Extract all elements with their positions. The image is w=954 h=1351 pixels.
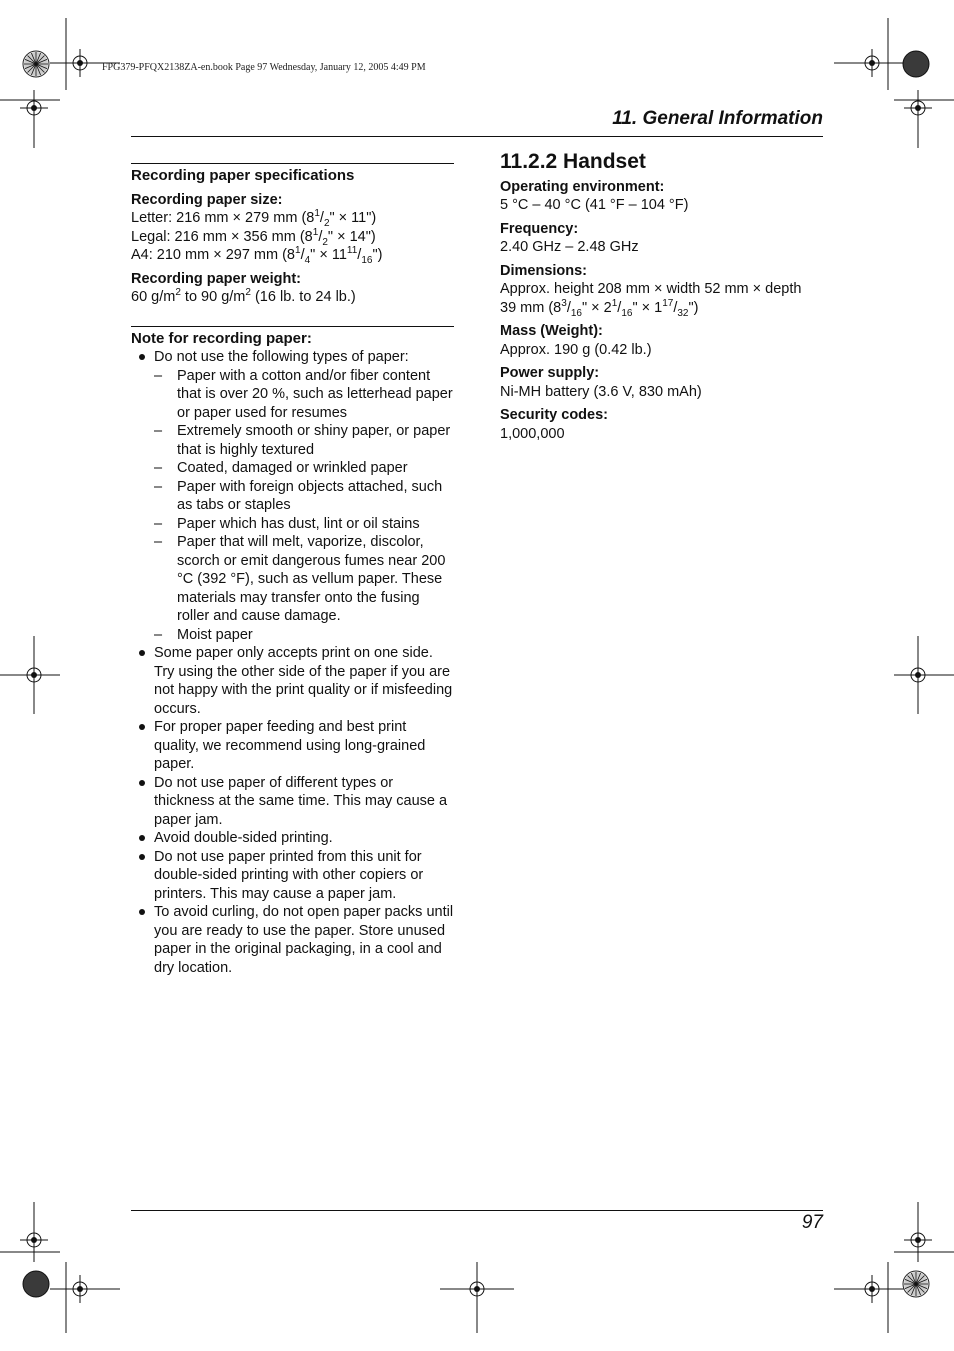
- list-item: Avoid double-sided printing.: [131, 829, 454, 848]
- security-value: 1,000,000: [500, 425, 565, 442]
- footer-rule: [131, 1210, 823, 1211]
- list-item: – Paper that will melt, vaporize, discolor, scorch or emit dangerous fumes near 200 °C (392 °F), such as vellum paper. These materials may transfer onto the fusing roller and cause damage.: [154, 533, 454, 626]
- list-item: – Paper with foreign objects attached, such as tabs or staples: [154, 478, 454, 515]
- print-job-info: FPG379-PFQX2138ZA-en.book Page 97 Wednesday, January 12, 2005 4:49 PM: [102, 62, 426, 73]
- power-value: Ni-MH battery (3.6 V, 830 mAh): [500, 383, 702, 400]
- list-item: Some paper only accepts print on one side. Try using the other side of the paper if you are not happy with the print quality or if misfeeding occurs.: [131, 644, 454, 718]
- note-title: Note for recording paper:: [131, 329, 312, 347]
- note-rule: [131, 326, 454, 327]
- letter-size: Letter: 216 mm × 279 mm ($8^1/_2$" × 11"): [131, 208, 377, 229]
- right-column: [500, 150, 830, 443]
- freq-heading: Frequency:: [500, 220, 579, 237]
- section-rule: [131, 163, 454, 164]
- list-item: – Extremely smooth or shiny paper, or paper that is highly textured: [154, 422, 454, 459]
- list-item: Do not use paper of different types or thickness at the same time. This may cause a paper jam.: [131, 774, 454, 830]
- list-item: Do not use paper printed from this unit for double-sided printing with other copiers or printers. This may cause a paper jam.: [131, 848, 454, 904]
- power-heading: Power supply:: [500, 365, 600, 381]
- op-env-value: 5 °C – 40 °C (41 °F – 104 °F): [500, 197, 689, 213]
- list-item: To avoid curling, do not open paper packs until you are ready to use the paper. Store unused paper in the original packaging, in a cool and dry location.: [131, 903, 454, 977]
- mass-heading: Mass (Weight):: [500, 323, 603, 339]
- mass-value: Approx. 190 g (0.42 lb.): [500, 341, 652, 358]
- list-item: – Coated, damaged or wrinkled paper: [154, 459, 454, 478]
- section-heading: 11.2.2 Handset: [500, 150, 646, 173]
- list-item: – Paper which has dust, lint or oil stains: [154, 515, 454, 534]
- freq-value: 2.40 GHz – 2.48 GHz: [500, 239, 639, 255]
- size-heading: Recording paper size:: [131, 191, 283, 208]
- list-item: – Moist paper: [154, 626, 454, 645]
- weight-value: 60 $g/m^2$ to 90 $g/m^2$ (16 lb. to 24 lb.): [131, 287, 356, 305]
- legal-size: Legal: 216 mm × 356 mm ($8^1/_2$" × 14"): [131, 226, 376, 248]
- dim-value-line1: Approx. height 208 mm × width 52 mm × depth: [500, 281, 802, 297]
- paper-type-list: [154, 367, 454, 645]
- op-env-heading: Operating environment:: [500, 178, 665, 195]
- page-number: 97: [801, 1212, 823, 1233]
- list-item: – Paper with a cotton and/or fiber content that is over 20 %, such as letterhead paper or paper used for resumes: [154, 367, 454, 423]
- list-item: Do not use the following types of paper: – Paper with a cotton and/or fiber content that is over 20 %, such as letterhead paper or paper used for resumes – Extremely smooth or shiny paper, or paper that is highly textured – Coated, damaged or wrinkled paper – Paper with foreign objects attached, such as tabs or staples – Paper which has dust, lint or oil stains – Paper that will melt, vaporize, discolor, scorch or emit dangerous fumes near 200 °C (392 °F), such as vellum paper. These materials may transfer onto the fusing roller and cause damage. – Moist paper: [131, 348, 454, 644]
- security-heading: Security codes:: [500, 407, 608, 423]
- list-item: For proper paper feeding and best print quality, we recommend using long-grained paper.: [131, 718, 454, 774]
- chapter-header: 11. General Information: [612, 108, 823, 129]
- header-rule: [131, 136, 823, 137]
- spec-title: Recording paper specifications: [131, 167, 355, 184]
- a4-size: A4: 210 mm × 297 mm ($8^1/_4$" × $11^{11}/_{16}$"): [131, 245, 383, 266]
- note-list: [131, 348, 454, 977]
- dim-heading: Dimensions:: [500, 262, 588, 279]
- weight-heading: Recording paper weight:: [131, 270, 301, 287]
- dim-value-line2: 39 mm ($8^3/_{16}$" × $2^1/_{16}$" × $1^{17}/_{32}$"): [500, 297, 699, 319]
- left-column: [131, 163, 454, 977]
